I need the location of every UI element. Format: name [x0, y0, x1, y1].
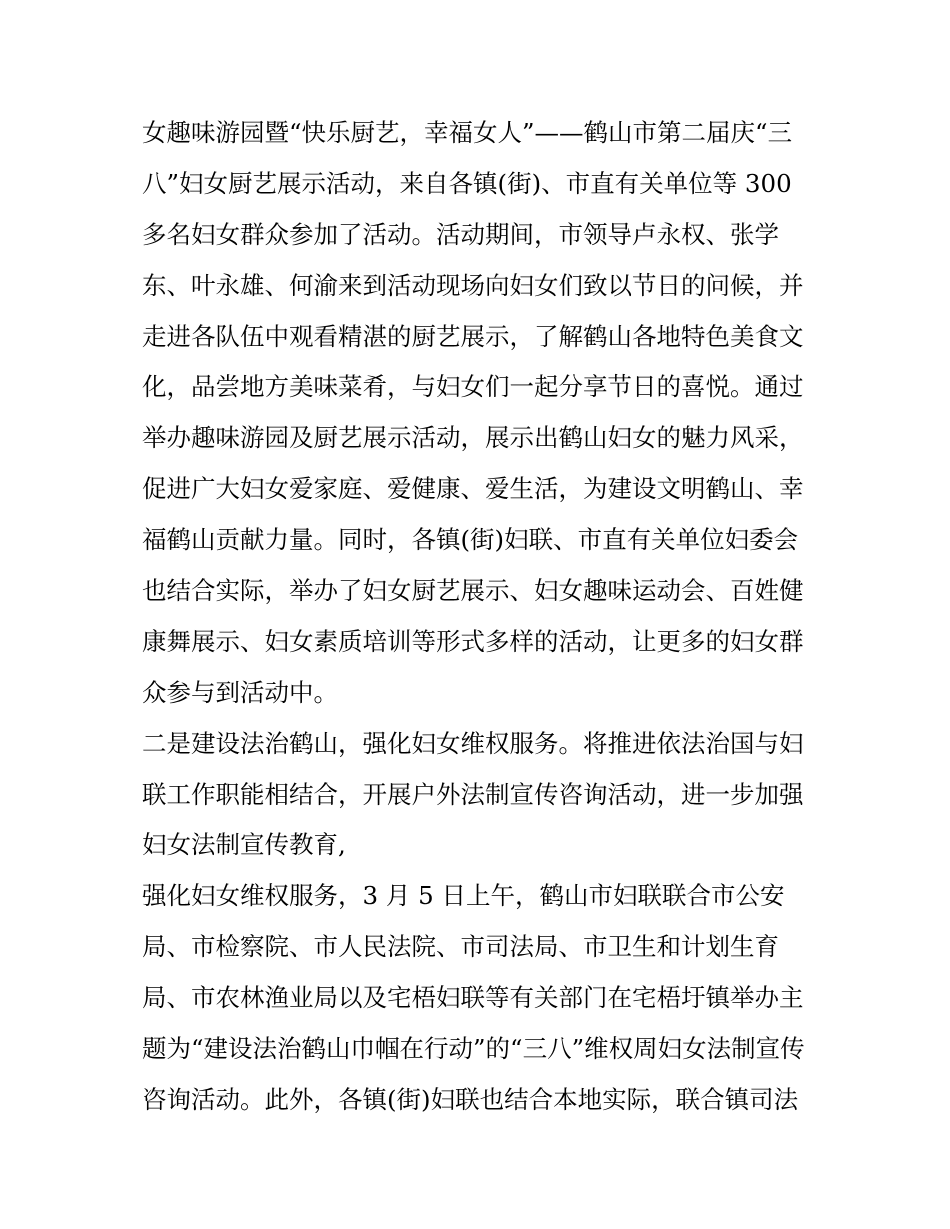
- text-line: 咨询活动。此外，各镇(街)妇联也结合本地实际，联合镇司法: [142, 1084, 799, 1114]
- text-line: 强化妇女维权服务，3 月 5 日上午，鹤山市妇联联合市公安: [142, 881, 785, 911]
- text-line: 东、叶永雄、何渝来到活动现场向妇女们致以节日的问候，并: [142, 270, 804, 300]
- text-line: 题为“建设法治鹤山巾帼在行动”的“三八”维权周妇女法制宣传: [142, 1034, 805, 1064]
- text-line: 康舞展示、妇女素质培训等形式多样的活动，让更多的妇女群: [142, 626, 804, 656]
- text-line: 福鹤山贡献力量。同时，各镇(街)妇联、市直有关单位妇委会: [142, 525, 799, 555]
- text-line: 促进广大妇女爱家庭、爱健康、爱生活，为建设文明鹤山、幸: [142, 474, 804, 504]
- text-line: 多名妇女群众参加了活动。活动期间，市领导卢永权、张学: [142, 219, 779, 249]
- text-line: 局、市农林渔业局以及宅梧妇联等有关部门在宅梧圩镇举办主: [142, 983, 804, 1013]
- body-text: [142, 108, 822, 1126]
- text-line: 八”妇女厨艺展示活动，来自各镇(街)、市直有关单位等 300: [142, 168, 792, 198]
- text-line: 二是建设法治鹤山，强化妇女维权服务。将推进依法治国与妇: [142, 728, 804, 758]
- text-line: 走进各队伍中观看精湛的厨艺展示，了解鹤山各地特色美食文: [142, 321, 804, 351]
- text-line: 妇女法制宣传教育,: [142, 830, 346, 860]
- text-line: 女趣味游园暨“快乐厨艺，幸福女人”——鹤山市第二届庆“三: [142, 118, 793, 147]
- text-line: 众参与到活动中。: [142, 677, 338, 707]
- text-line: 联工作职能相结合，开展户外法制宣传咨询活动，进一步加强: [142, 779, 804, 809]
- text-line: 举办趣味游园及厨艺展示活动，展示出鹤山妇女的魅力风采，: [142, 423, 804, 453]
- text-line: 化，品尝地方美味菜肴，与妇女们一起分享节日的喜悦。通过: [142, 372, 804, 402]
- text-line: 局、市检察院、市人民法院、市司法局、市卫生和计划生育: [142, 932, 779, 962]
- text-line: 也结合实际，举办了妇女厨艺展示、妇女趣味运动会、百姓健: [142, 576, 804, 606]
